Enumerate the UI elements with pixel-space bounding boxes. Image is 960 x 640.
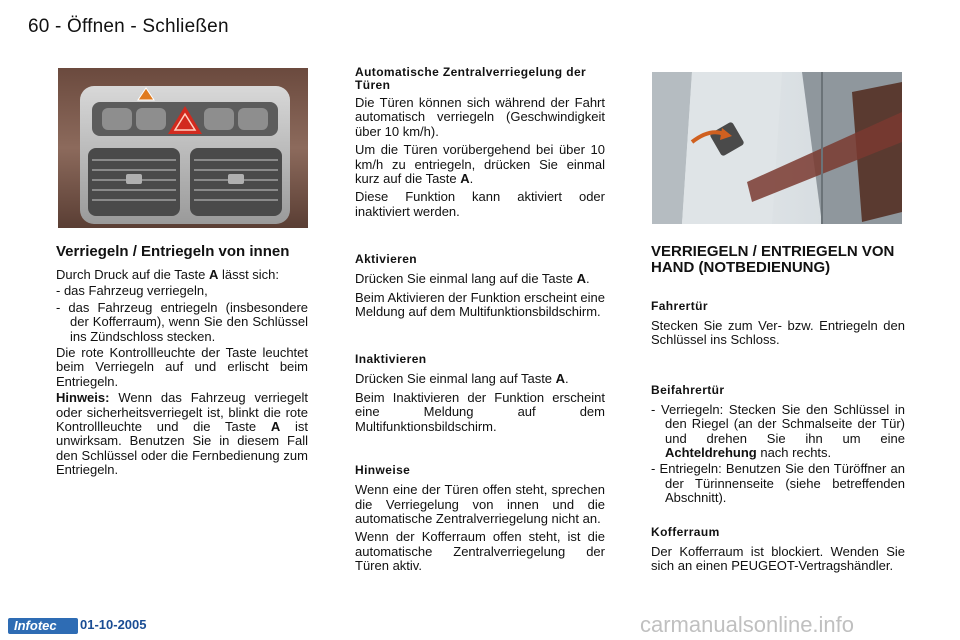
paragraph: Der Kofferraum ist blockiert. Wenden Sie sich an einen PEUGEOT-Vertragshändler. [651,543,905,574]
list-item: - Verriegeln: Stecken Sie den Schlüssel in den Riegel (an der Schmalseite der Tür) und drehen Sie ihn um eine Achteldrehung nach rechts. [651,401,905,461]
infotec-logo: Infotec [8,618,78,634]
column-manual-locking [651,244,905,573]
section-heading: VERRIEGELN / ENTRIEGELN VON HAND (NOTBEDIENUNG) [651,243,895,276]
watermark: carmanualsonline.info [640,612,855,637]
subheading-trunk: Kofferraum [651,524,720,539]
paragraph: Beim Inaktivieren der Funktion erscheint eine Meldung auf dem Multifunktionsbildschirm. [355,389,605,434]
section-heading: Verriegeln / Entriegeln von innen [56,243,290,260]
page-title: - Öffnen - Schließen [55,16,229,37]
subheading-hints: Hinweise [355,463,411,478]
subheading-activate: Aktivieren [355,252,418,267]
subheading-driver-door: Fahrertür [651,299,708,313]
paragraph: Um die Türen vorübergehend bei über 10 km/h zu entriegeln, drücken Sie einmal kurz auf die Taste A. [355,142,605,187]
list-item: - das Fahrzeug verriegeln, [56,283,208,299]
paragraph: Beim Aktivieren der Funktion erscheint eine Meldung auf dem Multifunktionsbildschirm. [355,289,606,320]
paragraph: Diese Funktion kann aktiviert oder inaktiviert werden. [355,189,605,219]
door-key-lock-photo [652,72,902,224]
paragraph: Wenn eine der Türen offen steht, sprechen die Verriegelung von innen und die automatische Zentralverriegelung nicht an. [355,482,605,526]
intro-paragraph: Durch Druck auf die Taste A lässt sich: [56,267,280,282]
note-paragraph: Hinweis: Wenn das Fahrzeug verriegelt oder sicherheitsverriegelt ist, blinkt die rote Kontrollleuchte und die Taste A ist unwirksam. Benutzen Sie in diesem Fall den Schlüssel oder die Fernbedienung zum Entriegeln. [56,390,308,478]
paragraph: Drücken Sie einmal lang auf die Taste A. [355,271,590,287]
page-number: 60 [28,16,50,37]
paragraph: Wenn der Kofferraum offen steht, ist die automatische Zentralverriegelung der Türen aktiv. [355,529,605,574]
column-interior-locking [56,244,308,478]
column-central-locking [355,66,605,574]
list-item: - das Fahrzeug entriegeln (insbesondere der Kofferraum), wenn Sie den Schlüssel ins Zündschloss stecken. [56,299,308,344]
footer-date: 01-10-2005 [80,617,147,632]
subheading-deactivate: Inaktivieren [355,352,427,367]
section-heading: Automatische Zentralverriegelung der Türen [355,65,587,92]
paragraph: Die Türen können sich während der Fahrt automatisch verriegeln (Geschwindigkeit über 10 km/h). [355,95,605,139]
page-header [28,16,229,38]
paragraph: Drücken Sie einmal lang auf Taste A. [355,371,569,387]
paragraph: Stecken Sie zum Ver- bzw. Entriegeln den Schlüssel ins Schloss. [651,318,905,348]
subheading-passenger-door: Beifahrertür [651,382,725,397]
dashboard-console-photo [58,68,308,228]
led-paragraph: Die rote Kontrollleuchte der Taste leuchtet beim Verriegeln auf und erlischt beim Entriegeln. [56,345,308,389]
list-item: - Entriegeln: Benutzen Sie den Türöffner an der Türinnenseite (siehe betreffenden Abschnitt). [651,461,905,506]
